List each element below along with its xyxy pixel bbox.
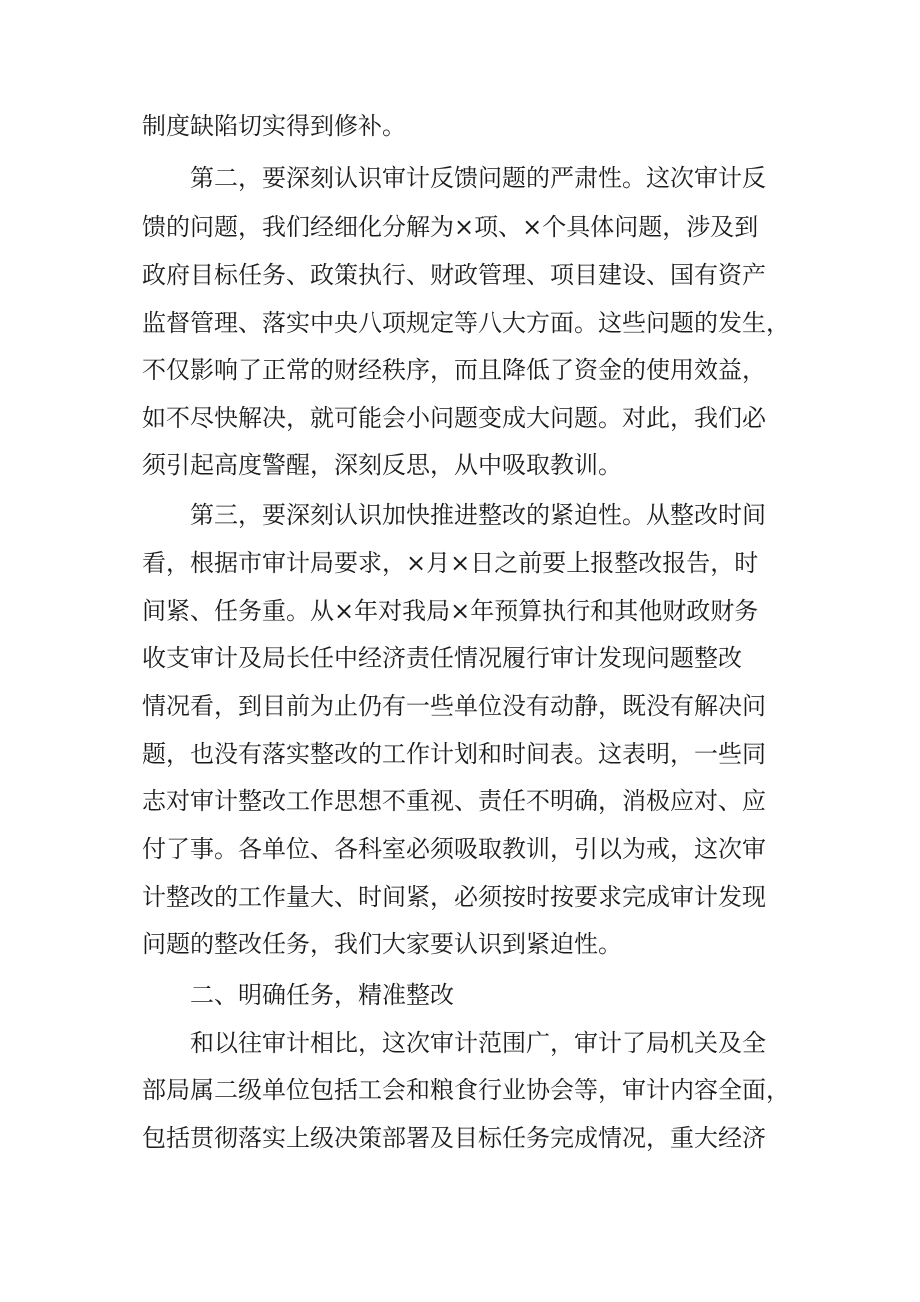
text-line: 付了事。各单位、各科室必须吸取教训，引以为戒，这次审: [142, 835, 766, 863]
text-line: 政府目标任务、政策执行、财政管理、项目建设、国有资产: [142, 261, 766, 289]
text-line: 不仅影响了正常的财经秩序，而且降低了资金的使用效益，: [142, 356, 766, 384]
text-line: 情况看，到目前为止仍有一些单位没有动静，既没有解决问: [142, 692, 766, 720]
text-line: 间紧、任务重。从×年对我局×年预算执行和其他财政财务: [142, 597, 759, 625]
section-heading: 二、明确任务，精准整改: [190, 981, 454, 1009]
text-line: 制度缺陷切实得到修补。: [142, 112, 406, 140]
text-line: 和以往审计相比，这次审计范围广，审计了局机关及全: [190, 1029, 766, 1057]
text-line: 包括贯彻落实上级决策部署及目标任务完成情况，重大经济: [142, 1124, 766, 1152]
text-line: 题，也没有落实整改的工作计划和时间表。这表明，一些同: [142, 740, 766, 768]
text-line: 志对审计整改工作思想不重视、责任不明确，消极应对、应: [142, 787, 766, 815]
text-line: 馈的问题，我们经细化分解为×项、×个具体问题，涉及到: [142, 213, 759, 241]
text-line: 第二，要深刻认识审计反馈问题的严肃性。这次审计反: [190, 164, 766, 192]
text-line: 部局属二级单位包括工会和粮食行业协会等，审计内容全面，: [142, 1076, 790, 1104]
text-line: 看，根据市审计局要求，×月×日之前要上报整改报告，时: [142, 549, 759, 577]
text-line: 问题的整改任务，我们大家要认识到紧迫性。: [142, 930, 622, 958]
text-line: 收支审计及局长任中经济责任情况履行审计发现问题整改: [142, 644, 742, 672]
text-line: 计整改的工作量大、时间紧，必须按时按要求完成审计发现: [142, 883, 766, 911]
text-line: 须引起高度警醒，深刻反思，从中吸取教训。: [142, 451, 622, 479]
text-line: 第三，要深刻认识加快推进整改的紧迫性。从整改时间: [190, 501, 766, 529]
text-line: 如不尽快解决，就可能会小问题变成大问题。对此，我们必: [142, 404, 766, 432]
text-line: 监督管理、落实中央八项规定等八大方面。这些问题的发生，: [142, 309, 790, 337]
